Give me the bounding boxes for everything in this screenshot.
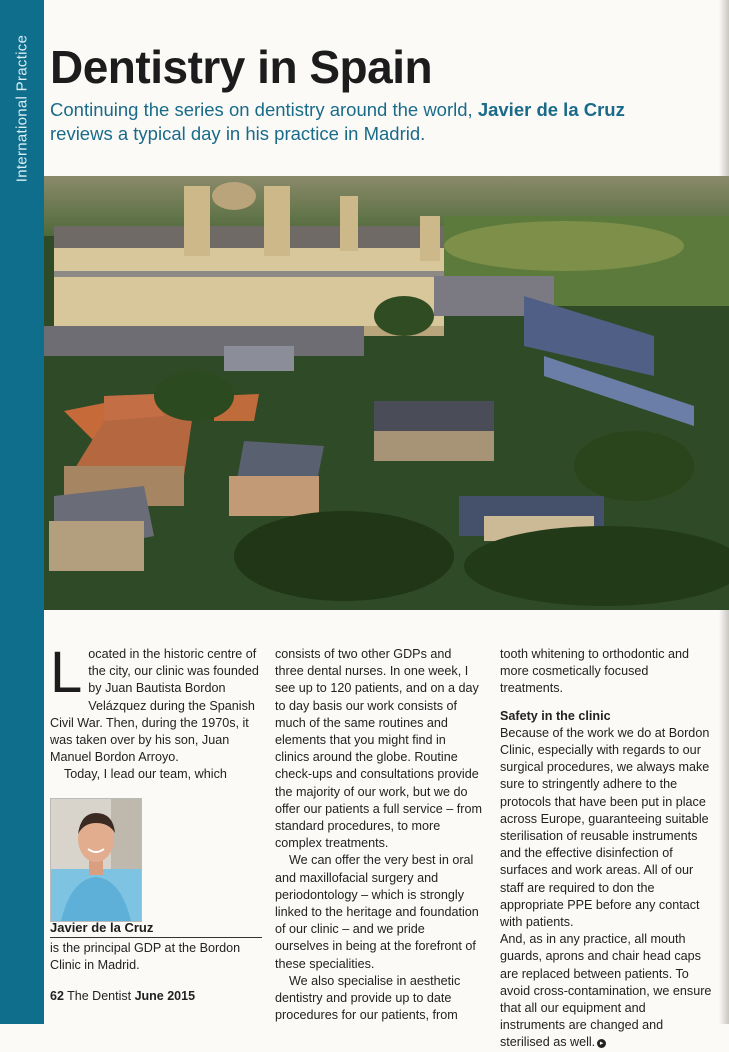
page-footer bbox=[50, 989, 195, 1003]
body-paragraph: consists of two other GDPs and three dental nurses. In one week, I see up to 120 patients, and on a day to day basis our work consists of much of the same routines and elements that you might find in clinics around the globe. Routine check-ups and consultations provide the majority of our work, but we do offer our patients a full service – from standard procedures, to more complex treatments. bbox=[275, 647, 482, 851]
body-column-1 bbox=[50, 640, 262, 784]
standfirst-prefix: Continuing the series on dentistry around the world, bbox=[50, 99, 473, 120]
body-paragraph: And, as in any practice, all mouth guards, aprons and chair head caps are replaced between patients. To avoid cross-contamination, we ensure that all our equipment and instruments are changed and sterilised as well. bbox=[500, 932, 712, 1050]
end-of-article-icon: ▸ bbox=[597, 1039, 606, 1048]
body-column-3 bbox=[500, 646, 712, 1052]
caption-author-name: Javier de la Cruz bbox=[50, 920, 154, 935]
article-title: Dentistry in Spain bbox=[50, 41, 433, 93]
body-paragraph: We also specialise in aesthetic dentistry and provide up to date procedures for our patients, from bbox=[275, 973, 461, 1023]
article-standfirst bbox=[50, 98, 690, 146]
body-paragraph: tooth whitening to orthodontic and more cosmetically focused treatments. bbox=[500, 647, 690, 696]
author-portrait bbox=[50, 798, 142, 922]
body-paragraph: ocated in the historic centre of the city, our clinic was founded by Juan Bautista Bordon Velázquez during the Spanish Civil War. Then, during the 1970s, it was taken over by his son, Juan Manuel Bordon Arroyo. bbox=[50, 647, 259, 765]
publication-name: The Dentist bbox=[67, 989, 132, 1003]
section-sidebar bbox=[0, 0, 44, 1024]
standfirst-suffix: reviews a typical day in his practice in Madrid. bbox=[50, 123, 426, 144]
body-paragraph: We can offer the very best in oral and maxillofacial surgery and periodontology – which is strongly linked to the heritage and foundation of our clinic – and we pride ourselves in being at the forefront of these specialities. bbox=[275, 853, 479, 971]
section-subheading: Safety in the clinic bbox=[500, 708, 611, 723]
body-column-2 bbox=[275, 646, 482, 1024]
section-label: International Practice bbox=[13, 34, 31, 183]
body-paragraph: Because of the work we do at Bordon Clinic, especially with regards to our surgical procedures, we always make sure to stringently adhere to the protocols that have been put in place across Europe, guaranteeing suitable sterilisation of reusable instruments and the effective disinfection of surfaces and work areas. All of our staff are required to don the appropriate PPE before any contact with patients. bbox=[500, 725, 710, 930]
page-number: 62 bbox=[50, 989, 64, 1003]
dropcap: L bbox=[50, 640, 83, 705]
issue-date: June 2015 bbox=[134, 989, 196, 1003]
aerial-photo-escorial bbox=[44, 176, 729, 610]
standfirst-author: Javier de la Cruz bbox=[477, 99, 625, 120]
caption-text: is the principal GDP at the Bordon Clinic in Madrid. bbox=[50, 941, 241, 972]
body-paragraph: Today, I lead our team, which bbox=[64, 767, 227, 782]
caption-divider bbox=[50, 937, 262, 938]
